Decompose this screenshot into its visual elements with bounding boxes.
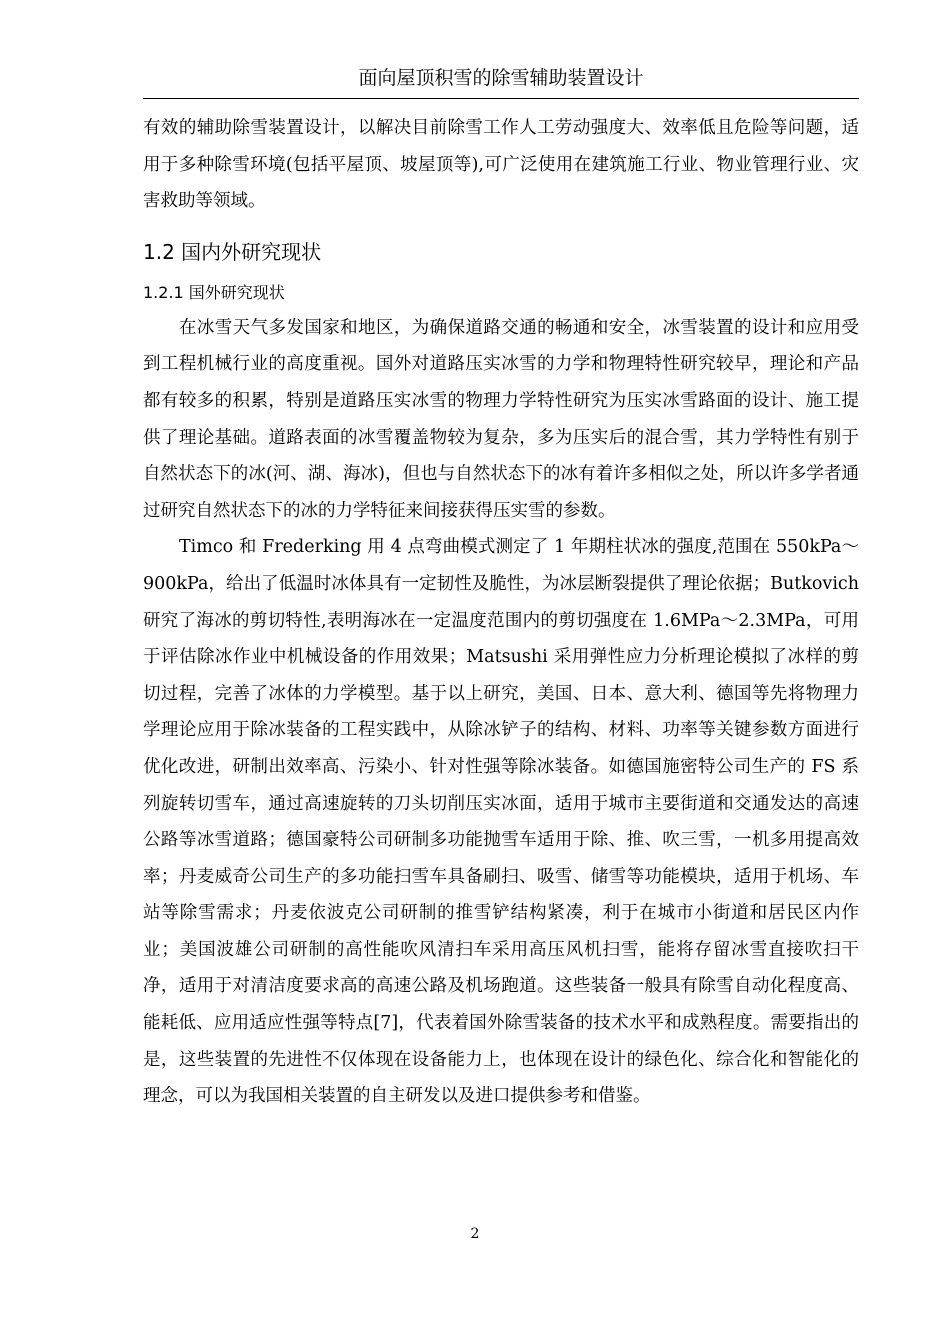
paragraph-intro-continuation: 有效的辅助除雪装置设计，以解决目前除雪工作人工劳动强度大、效率低且危险等问题，适用于多种除雪环境(包括平屋顶、坡屋顶等),可广泛使用在建筑施工行业、物业管理行业、灾害救助等领域。 xyxy=(143,118,859,212)
paragraph-foreign-research-overview: 在冰雪天气多发国家和地区，为确保道路交通的畅通和安全，冰雪装置的设计和应用受到工程机械行业的高度重视。国外对道路压实冰雪的力学和物理特性研究较早，理论和产品都有较多的积累，特别是道路压实冰雪的物理力学特性研究为压实冰雪路面的设计、施工提供了理论基础。道路表面的冰雪覆盖物较为复杂，多为压实后的混合雪，其力学特性有别于自然状态下的冰(河、湖、海冰)，但也与自然状态下的冰有着许多相似之处，所以许多学者通过研究自然状态下的冰的力学特征来间接获得压实雪的参数。 xyxy=(143,317,859,521)
body-text xyxy=(143,110,859,1115)
page-number: 2 xyxy=(470,1226,480,1242)
running-header: 面向屋顶积雪的除雪辅助装置设计 xyxy=(143,58,859,99)
section-heading: 1.2 国内外研究现状 xyxy=(143,239,322,264)
subsection-heading: 1.2.1 国外研究现状 xyxy=(143,282,285,302)
paragraph-foreign-research-details: Timco 和 Frederking 用 4 点弯曲模式测定了 1 年期柱状冰的强度,范围在 550kPa～900kPa，给出了低温时冰体具有一定韧性及脆性，为冰层断裂提供了理论依据；Butkovich 研究了海冰的剪切特性,表明海冰在一定温度范围内的剪切强度在 1.6MPa～2.3MPa，可用于评估除冰作业中机械设备的作用效果；Matsushi 采用弹性应力分析理论模拟了冰样的剪切过程，完善了冰体的力学模型。基于以上研究，美国、日本、意大利、德国等先将物理力学理论应用于除冰装备的工程实践中，从除冰铲子的结构、材料、功率等关键参数方面进行优化改进，研制出效率高、污染小、针对性强等除冰装备。如德国施密特公司生产的 FS 系列旋转切雪车，通过高速旋转的刀头切削压实冰面，适用于城市主要街道和交通发达的高速公路等冰雪道路；德国豪特公司研制多功能抛雪车适用于除、推、吹三雪，一机多用提高效率；丹麦威奇公司生产的多功能扫雪车具备刷扫、吸雪、储雪等功能模块，适用于机场、车站等除雪需求；丹麦依波克公司研制的推雪铲结构紧凑，利于在城市小街道和居民区内作业；美国波雄公司研制的高性能吹风清扫车采用高压风机扫雪，能将存留冰雪直接吹扫干净，适用于对清洁度要求高的高速公路及机场跑道。这些装备一般具有除雪自动化程度高、能耗低、应用适应性强等特点[7]，代表着国外除雪装备的技术水平和成熟程度。需要指出的是，这些装置的先进性不仅体现在设备能力上，也体现在设计的绿色化、综合化和智能化的理念，可以为我国相关装置的自主研发以及进口提供参考和借鉴。 xyxy=(143,537,859,1107)
